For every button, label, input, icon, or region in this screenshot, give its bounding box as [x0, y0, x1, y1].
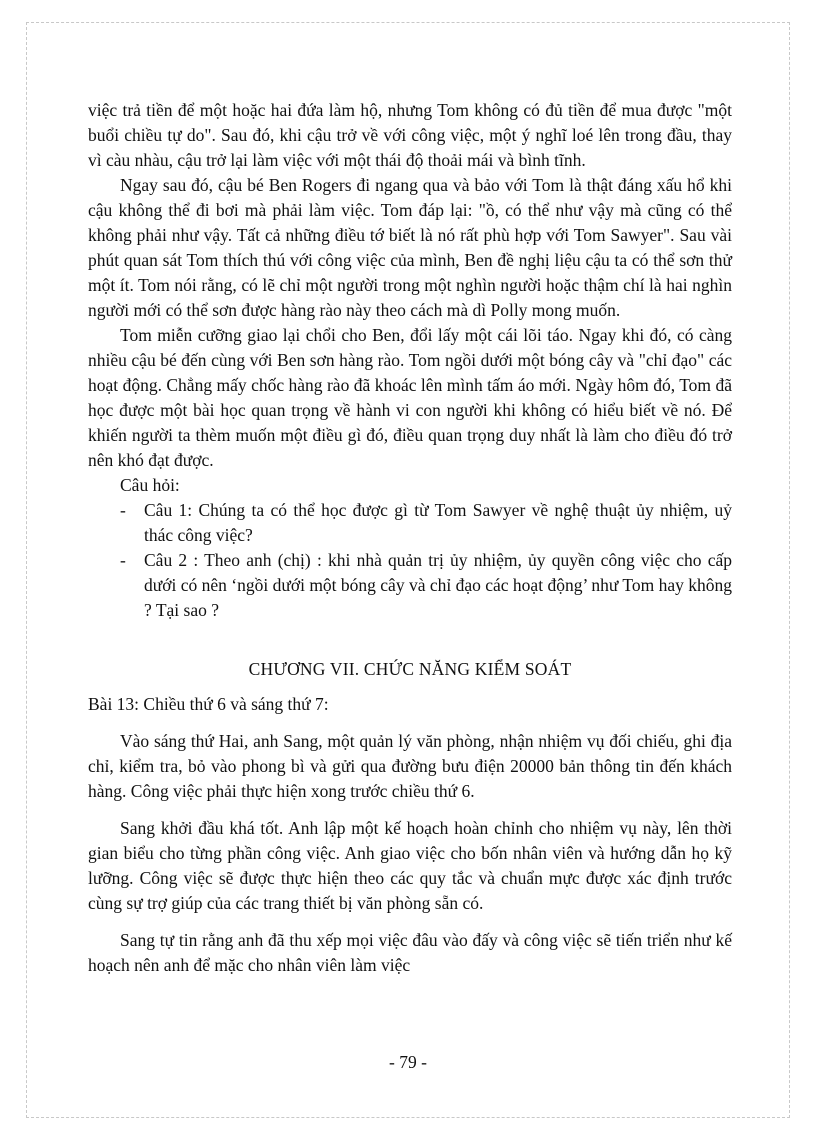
questions-label: Câu hỏi:: [120, 475, 180, 495]
questions-list: [88, 498, 732, 623]
question-item: [120, 548, 732, 623]
paragraph-tom-lesson: Tom miễn cưỡng giao lại chổi cho Ben, đổi lấy một cái lõi táo. Ngay khi đó, có càng nhiều cậu bé đến cùng với Ben sơn hàng rào. Tom ngồi dưới một bóng cây và "chỉ đạo" các hoạt động. Chẳng mấy chốc hàng rào đã khoác lên mình tấm áo mới. Ngày hôm đó, Tom đã học được một bài học quan trọng về hành vi con người khi không có hiểu biết về nó. Để khiến người ta thèm muốn một điều gì đó, điều quan trọng duy nhất là làm cho điều đó trở nên khó đạt được.: [88, 325, 732, 470]
question-text: Câu 2 : Theo anh (chị) : khi nhà quản trị ủy nhiệm, ủy quyền công việc cho cấp dưới có nên ‘ngồi dưới một bóng cây và chỉ đạo các hoạt động’ như Tom hay không ? Tại sao ?: [144, 550, 732, 620]
page-content: [88, 98, 732, 978]
list-dash: -: [120, 550, 126, 570]
lesson-title: Bài 13: Chiều thứ 6 và sáng thứ 7:: [88, 694, 329, 714]
paragraph-monday: Vào sáng thứ Hai, anh Sang, một quản lý văn phòng, nhận nhiệm vụ đối chiếu, ghi địa chỉ, kiểm tra, bỏ vào phong bì và gửi qua đường bưu điện 20000 bản thông tin đến khách hàng. Công việc phải thực hiện xong trước chiều thứ 6.: [88, 731, 732, 801]
question-text: Câu 1: Chúng ta có thể học được gì từ Tom Sawyer về nghệ thuật ủy nhiệm, uỷ thác công việc?: [144, 500, 732, 545]
paragraph-confident: Sang tự tin rằng anh đã thu xếp mọi việc đâu vào đấy và công việc sẽ tiến triển như kế hoạch nên anh để mặc cho nhân viên làm việc: [88, 930, 732, 975]
paragraph-ben-rogers: Ngay sau đó, cậu bé Ben Rogers đi ngang qua và bảo với Tom là thật đáng xấu hổ khi cậu không thể đi bơi mà phải làm việc. Tom đáp lại: "ồ, có thể như vậy mà cũng có thể không phải như vậy. Tất cả những điều tớ biết là nó rất phù hợp với Tom Sawyer". Sau vài phút quan sát Tom thích thú với công việc của mình, Ben đề nghị liệu cậu ta có thể sơn thử một ít. Tom nói rằng, có lẽ chỉ một người trong một nghìn người hoặc thậm chí là hai nghìn người mới có thể sơn được hàng rào này theo cách mà dì Polly mong muốn.: [88, 175, 732, 320]
page-number: - 79 -: [389, 1052, 427, 1072]
list-dash: -: [120, 500, 126, 520]
paragraph-continuation: việc trả tiền để một hoặc hai đứa làm hộ, nhưng Tom không có đủ tiền để mua được "một buổi chiều tự do". Sau đó, khi cậu trở về với công việc, một ý nghĩ loé lên trong đầu, thay vì càu nhàu, cậu trở lại làm việc với một thái độ thoải mái và bình tĩnh.: [88, 100, 732, 170]
paragraph-plan: Sang khởi đầu khá tốt. Anh lập một kế hoạch hoàn chỉnh cho nhiệm vụ này, lên thời gian biểu cho từng phần công việc. Anh giao việc cho bốn nhân viên và hướng dẫn họ kỹ lưỡng. Công việc sẽ được thực hiện theo các quy tắc và chuẩn mực được xác định trước cùng sự trợ giúp của các trang thiết bị văn phòng sẵn có.: [88, 818, 732, 913]
question-item: [120, 498, 732, 548]
chapter-title: CHƯƠNG VII. CHỨC NĂNG KIỂM SOÁT: [248, 659, 572, 679]
